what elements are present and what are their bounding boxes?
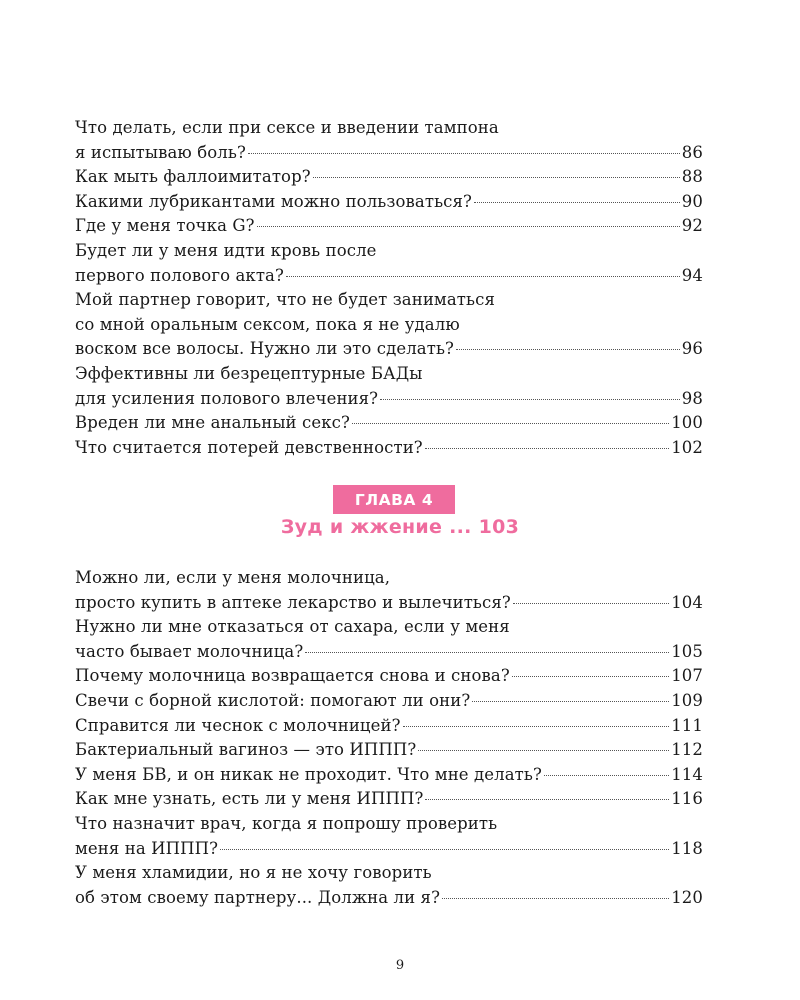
dot-leader (380, 399, 680, 400)
toc-entry-line (75, 837, 703, 862)
toc-entry (75, 116, 703, 165)
toc-entry-text: Что считается потерей девственности? (75, 437, 423, 457)
toc-page-number: 104 (671, 592, 703, 612)
toc-entry-line (75, 886, 703, 911)
toc-entry (75, 239, 703, 288)
dot-leader (425, 448, 669, 449)
toc-entry (75, 812, 703, 861)
toc-entry-line (75, 264, 703, 289)
dot-leader (220, 849, 669, 850)
toc-entry-text: часто бывает молочница? (75, 641, 304, 661)
toc-page-number: 114 (671, 764, 703, 784)
dot-leader (418, 750, 669, 751)
toc-entry-line (75, 738, 703, 763)
toc-entry (75, 664, 703, 689)
toc-page-number: 116 (671, 789, 703, 809)
toc-page-number: 90 (681, 191, 703, 211)
toc-entry-line (75, 411, 703, 436)
toc-page-number: 112 (671, 740, 703, 760)
toc-list-top (75, 116, 703, 460)
toc-entry (75, 190, 703, 215)
toc-page-number: 96 (681, 339, 703, 359)
toc-entry (75, 411, 703, 436)
dot-leader (442, 898, 669, 899)
toc-entry-text: Будет ли у меня идти кровь после (75, 240, 377, 260)
toc-entry-text: меня на ИППП? (75, 838, 219, 858)
toc-page-number: 120 (671, 887, 703, 907)
toc-entry-line (75, 141, 703, 166)
toc-page-number: 88 (681, 167, 703, 187)
toc-page-number: 109 (671, 690, 703, 710)
dot-leader (313, 177, 680, 178)
toc-entry-text: Свечи с борной кислотой: помогают ли они? (75, 690, 471, 710)
chapter-label-badge: ГЛАВА 4 (333, 485, 455, 514)
toc-entry-text: Нужно ли мне отказаться от сахара, если у меня (75, 617, 510, 637)
toc-entry-text: Что назначит врач, когда я попрошу проверить (75, 813, 498, 833)
dot-leader (472, 701, 669, 702)
toc-entry-text: Как мне узнать, есть ли у меня ИППП? (75, 789, 424, 809)
dot-leader (257, 226, 680, 227)
toc-page-number: 102 (671, 437, 703, 457)
toc-entry-text: Что делать, если при сексе и введении тампона (75, 118, 499, 137)
toc-list-bottom (75, 566, 703, 910)
toc-entry-line (75, 640, 703, 665)
toc-entry-line (75, 165, 703, 190)
toc-entry-line (75, 664, 703, 689)
dot-leader (248, 153, 680, 154)
toc-entry-text: У меня БВ, и он никак не проходит. Что мне делать? (75, 764, 542, 784)
toc-page-number: 111 (671, 715, 703, 735)
dot-leader (286, 276, 680, 277)
toc-entry-text: первого полового акта? (75, 265, 284, 285)
toc-entry-text: я испытываю боль? (75, 142, 246, 162)
toc-entry-line (75, 214, 703, 239)
toc-entry-line (75, 436, 703, 461)
toc-entry-text: для усиления полового влечения? (75, 388, 379, 408)
toc-entry-line (75, 591, 703, 616)
toc-entry-line (75, 787, 703, 812)
toc-page-number: 105 (671, 641, 703, 661)
toc-page-number: 118 (671, 838, 703, 858)
toc-entry-text: У меня хламидии, но я не хочу говорить (75, 863, 432, 883)
toc-entry (75, 763, 703, 788)
chapter-title: Зуд и жжение ... 103 (280, 516, 520, 538)
toc-page-number: 107 (671, 666, 703, 686)
toc-page-number: 86 (681, 142, 703, 162)
toc-entry-line (75, 337, 703, 362)
toc-entry (75, 566, 703, 615)
toc-entry (75, 787, 703, 812)
toc-entry (75, 214, 703, 239)
toc-entry-text: Справится ли чеснок с молочницей? (75, 715, 401, 735)
toc-entry-text: Где у меня точка G? (75, 216, 255, 236)
toc-page-number: 100 (671, 413, 703, 433)
toc-entry (75, 165, 703, 190)
toc-page-number: 98 (681, 388, 703, 408)
toc-entry-text: Эффективны ли безрецептурные БАДы (75, 363, 423, 383)
dot-leader (425, 799, 669, 800)
dot-leader (456, 349, 680, 350)
toc-entry-text: со мной оральным сексом, пока я не удалю (75, 314, 460, 334)
toc-entry (75, 615, 703, 664)
toc-entry-text: воском все волосы. Нужно ли это сделать? (75, 339, 454, 359)
toc-entry-text: Почему молочница возвращается снова и снова? (75, 666, 510, 686)
toc-page-number: 92 (681, 216, 703, 236)
toc-page-number: 94 (681, 265, 703, 285)
toc-entry (75, 689, 703, 714)
toc-entry-line (75, 190, 703, 215)
toc-entry (75, 362, 703, 411)
toc-entry-line (75, 387, 703, 412)
toc-entry-text: Можно ли, если у меня молочница, (75, 568, 391, 587)
toc-entry-line (75, 714, 703, 739)
dot-leader (305, 652, 669, 653)
toc-entry-text: Бактериальный вагиноз — это ИППП? (75, 740, 417, 760)
dot-leader (352, 423, 669, 424)
toc-entry-text: Какими лубрикантами можно пользоваться? (75, 191, 472, 211)
dot-leader (513, 603, 669, 604)
toc-entry-text: об этом своему партнеру... Должна ли я? (75, 887, 441, 907)
toc-entry-line (75, 689, 703, 714)
toc-entry (75, 714, 703, 739)
toc-entry (75, 288, 703, 362)
toc-entry-text: просто купить в аптеке лекарство и вылечиться? (75, 592, 511, 612)
dot-leader (403, 726, 670, 727)
toc-entry-text: Вреден ли мне анальный секс? (75, 413, 350, 433)
toc-entry-text: Мой партнер говорит, что не будет заниматься (75, 290, 495, 310)
toc-entry (75, 436, 703, 461)
dot-leader (544, 775, 669, 776)
dot-leader (474, 202, 680, 203)
page-number: 9 (395, 958, 405, 973)
toc-entry-text: Как мыть фаллоимитатор? (75, 167, 311, 187)
toc-entry-line (75, 763, 703, 788)
dot-leader (512, 676, 669, 677)
toc-entry (75, 738, 703, 763)
toc-entry (75, 861, 703, 910)
